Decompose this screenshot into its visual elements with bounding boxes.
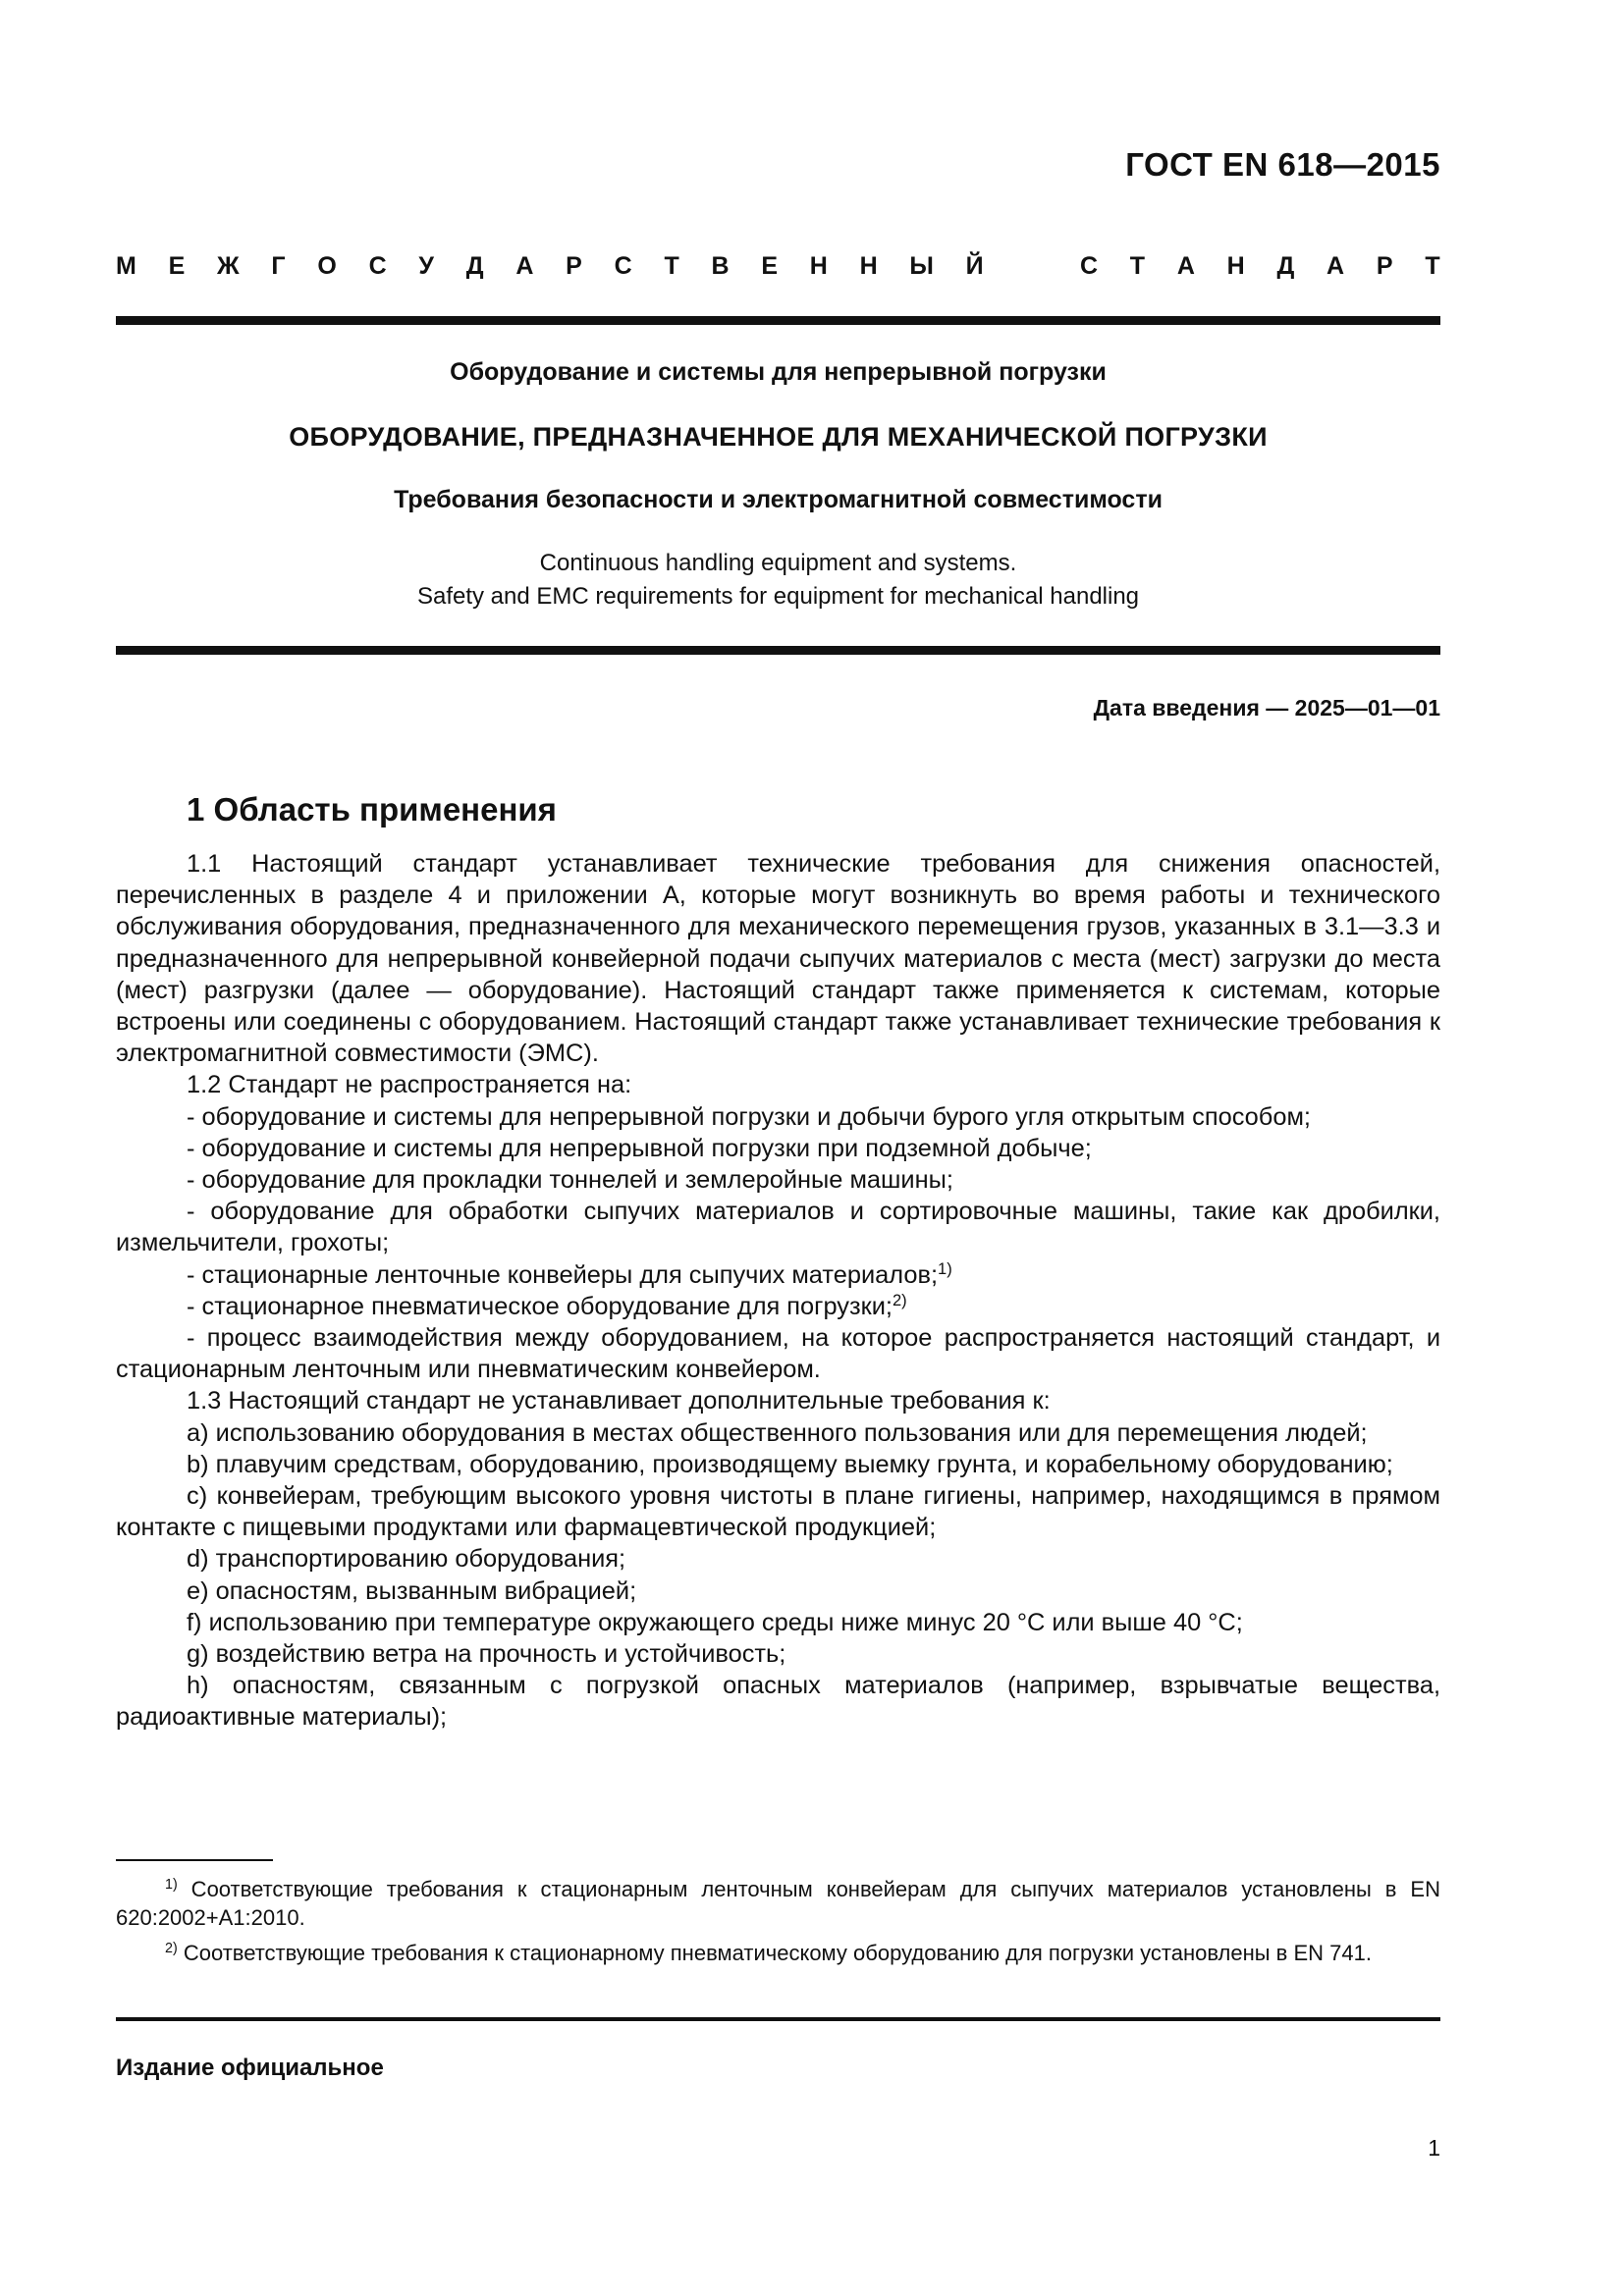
english-title [116,547,1440,614]
heading-letter: Ж [217,252,240,280]
list-item: - оборудование для обработки сыпучих материалов и сортировочные машины, такие как дробилки, измельчители, грохоты; [116,1198,1440,1257]
title-line-2: ОБОРУДОВАНИЕ, ПРЕДНАЗНАЧЕННОЕ ДЛЯ МЕХАНИЧЕСКОЙ ПОГРУЗКИ [289,422,1268,452]
list-item [116,1259,1440,1291]
footnote-mark: 2) [165,1941,178,1957]
list-item: е) опасностям, вызванным вибрацией; [187,1576,637,1605]
heading-letter: Д [465,252,484,280]
footer-rule [116,2017,1440,2021]
page-number: 1 [1428,2135,1440,2161]
list-item-text: - стационарное пневматическое оборудование для погрузки; [187,1292,893,1320]
paragraph: 1.2 Стандарт не распространяется на: [187,1071,632,1099]
list-item-text: - стационарные ленточные конвейеры для сыпучих материалов; [187,1260,939,1289]
title-rule [116,646,1440,655]
list-item: h) опасностям, связанным с погрузкой опасных материалов (например, взрывчатые вещества, радиоактивные материалы); [116,1672,1440,1732]
footnotes [116,1875,1440,1974]
footnote [116,1875,1440,1932]
heading-letter: Й [965,252,984,280]
heading-letter: О [317,252,337,280]
interstate-standard-heading [116,252,1440,281]
section-body [116,848,1440,1734]
heading-letter: С [368,252,387,280]
paragraph: 1.3 Настоящий стандарт не устанавливает дополнительные требования к: [187,1387,1051,1415]
heading-letter: Т [1129,252,1146,280]
heading-letter: А [515,252,534,280]
list-item: - оборудование и системы для непрерывной погрузки при подземной добыче; [187,1134,1092,1162]
heading-letter: С [614,252,632,280]
footnote-mark: 1) [165,1877,178,1894]
list-item: f) использованию при температуре окружающего среды ниже минус 20 °С или выше 40 °С; [187,1608,1243,1636]
heading-letter: Ы [909,252,934,280]
list-item: с) конвейерам, требующим высокого уровня чистоты в плане гигиены, например, находящимся в прямом контакте с пищевыми продуктами или фармацевтической продукцией; [116,1482,1440,1542]
footnote-ref-2: 2) [892,1291,907,1309]
list-item: - процесс взаимодействия между оборудованием, на которое распространяется настоящий стандарт, и стационарным ленточным или пневматическим конвейером. [116,1324,1440,1384]
heading-letter: Е [761,252,778,280]
list-item: d) транспортированию оборудования; [187,1545,626,1574]
title-line-3: Требования безопасности и электромагнитной совместимости [394,486,1163,513]
heading-letter: Н [1226,252,1245,280]
heading-letter: М [116,252,136,280]
standard-number: ГОСТ EN 618—2015 [1125,146,1440,183]
list-item: - оборудование для прокладки тоннелей и землеройные машины; [187,1166,953,1195]
heading-letter: С [1079,252,1098,280]
paragraph: 1.1 Настоящий стандарт устанавливает технические требования для снижения опасностей, перечисленных в разделе 4 и приложении А, которые могут возникнуть во время работы и технического обслуживания оборудования, предназначенного для механического перемещения грузов, указанных в 3.1—3.3 и предназначенного для непрерывной конвейерной подачи сыпучих материалов с места (мест) загрузки до места (мест) разгрузки (далее — оборудование). Настоящий стандарт также применяется к системам, которые встроены или соединены с оборудованием. Настоящий стандарт также устанавливает технические требования к электромагнитной совместимости (ЭМС). [116,850,1440,1068]
footnote-text: Соответствующие требования к стационарному пневматическому оборудованию для погрузки установлены в EN 741. [177,1941,1372,1965]
heading-letter: Н [809,252,828,280]
list-item: b) плавучим средствам, оборудованию, производящему выемку грунта, и корабельному оборудованию; [187,1450,1393,1478]
heading-letter: Н [859,252,878,280]
footnote [116,1939,1440,1967]
heading-letter: Г [271,252,286,280]
section-heading: 1 Область применения [187,791,557,828]
heading-letter: Е [168,252,186,280]
heading-letter: Т [1425,252,1440,280]
heading-letter: А [1176,252,1195,280]
list-item [116,1291,1440,1322]
heading-letter: В [711,252,730,280]
heading-letter: У [418,252,434,280]
official-edition-label: Издание официальное [116,2055,384,2081]
footnote-separator [116,1859,273,1861]
english-title-line-1: Continuous handling equipment and systems. [539,550,1017,576]
list-item: - оборудование и системы для непрерывной погрузки и добычи бурого угля открытым способом; [187,1102,1311,1131]
heading-letter: Д [1276,252,1295,280]
title-line-1: Оборудование и системы для непрерывной погрузки [450,358,1107,386]
list-item: а) использованию оборудования в местах общественного пользования или для перемещения людей; [187,1418,1368,1447]
english-title-line-2: Safety and EMC requirements for equipment for mechanical handling [416,583,1140,610]
footnote-ref-1: 1) [938,1259,952,1278]
heading-letter: Р [1376,252,1393,280]
heading-letter: А [1326,252,1345,280]
header-rule [116,316,1440,325]
heading-letter: Т [664,252,679,280]
list-item: g) воздействию ветра на прочность и устойчивость; [187,1640,786,1669]
footnote-text: Соответствующие требования к стационарным ленточным конвейерам для сыпучих материалов установлены в EN 620:2002+A1:2010. [116,1877,1440,1930]
introduction-date: Дата введения — 2025—01—01 [1093,695,1440,721]
heading-letter: Р [566,252,582,280]
